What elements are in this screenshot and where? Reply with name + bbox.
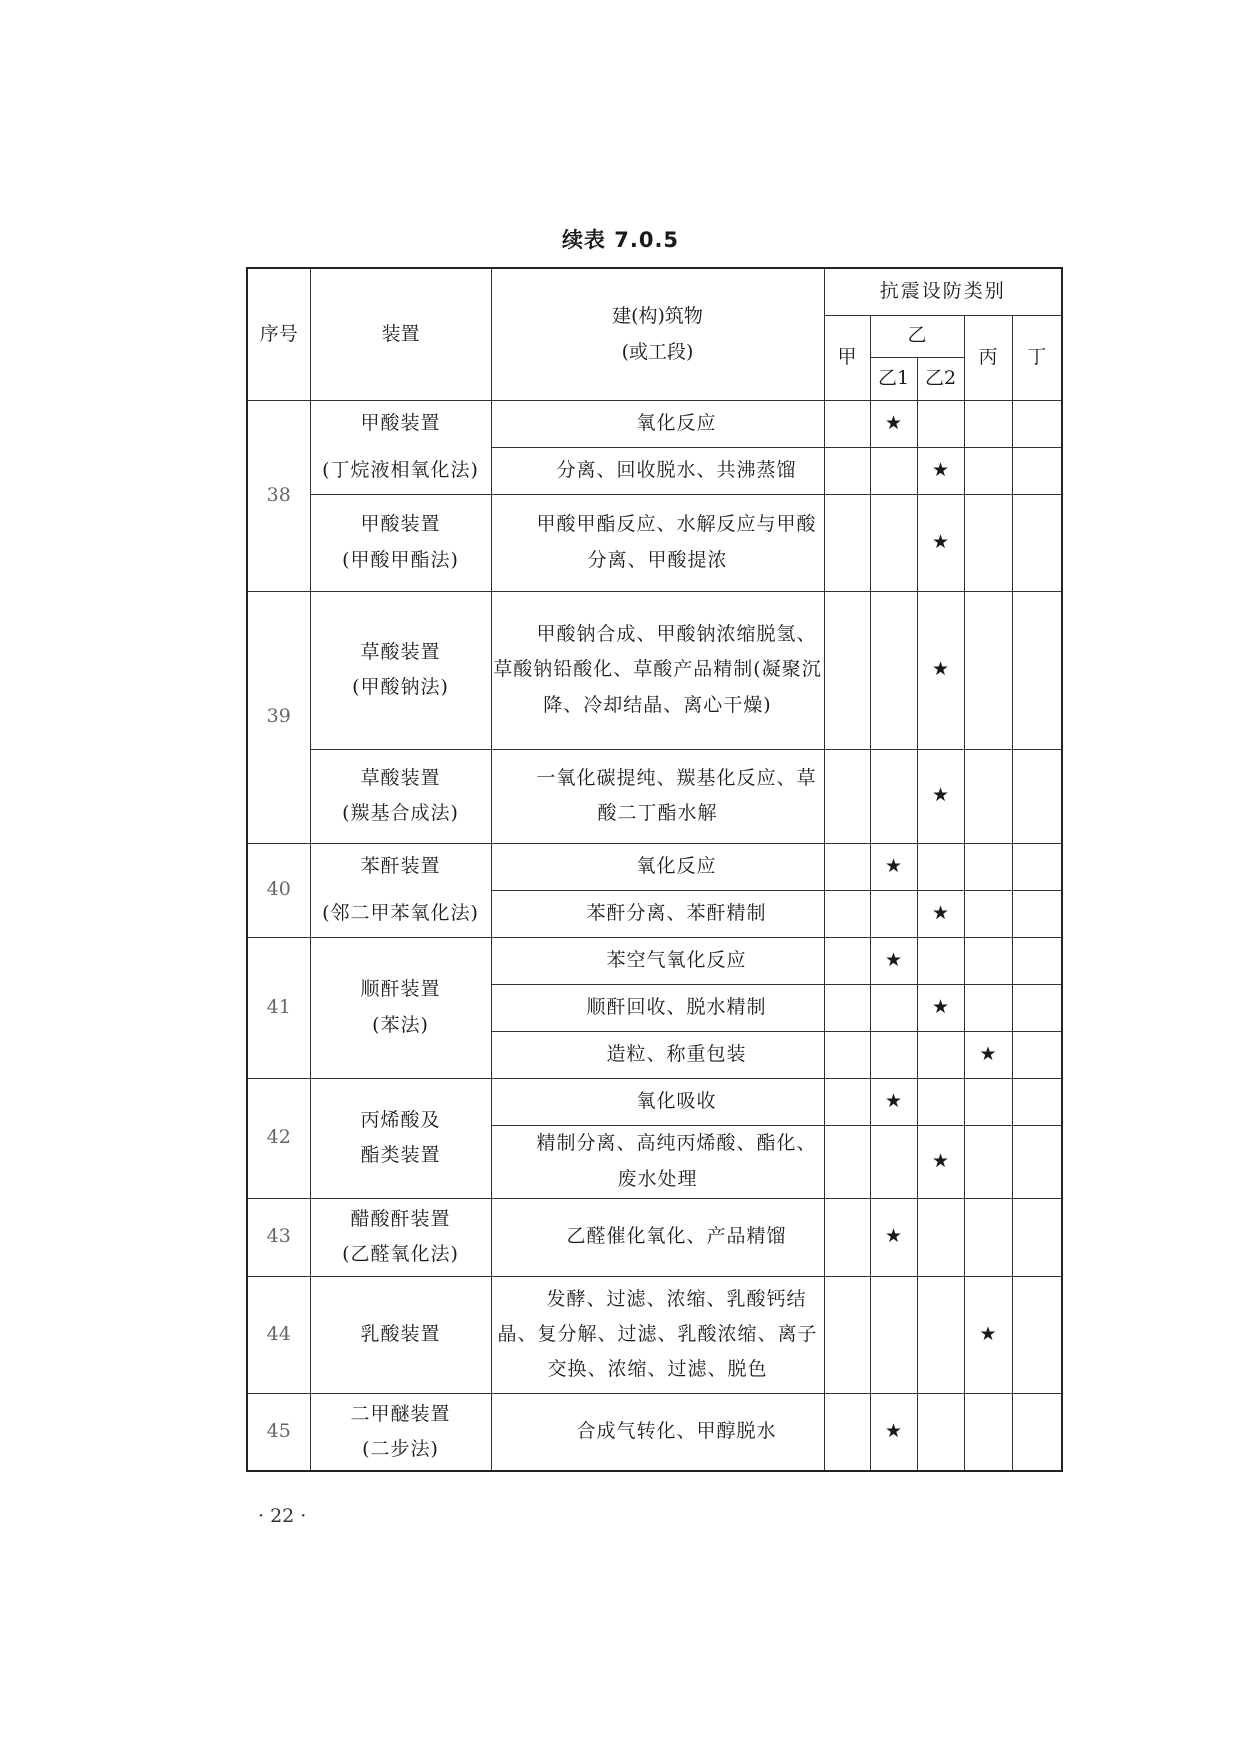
building-cell: 苯空气氧化反应 (491, 937, 824, 984)
cat-ding (1012, 1198, 1062, 1276)
building-cell: 发酵、过滤、浓缩、乳酸钙结晶、复分解、过滤、乳酸浓缩、离子交换、浓缩、过滤、脱色 (491, 1276, 824, 1393)
building-cell: 合成气转化、甲醇脱水 (491, 1393, 824, 1471)
building-cell: 氧化吸收 (491, 1078, 824, 1125)
cat-bing (964, 1198, 1012, 1276)
building-cell: 顺酐回收、脱水精制 (491, 984, 824, 1031)
device-line2: (乙醛氧化法) (342, 1243, 459, 1265)
cat-bing (964, 937, 1012, 984)
cat-yi2-star: ★ (917, 890, 964, 937)
cat-ding (1012, 494, 1062, 591)
table-row (247, 494, 1062, 591)
cat-yi1 (870, 1125, 917, 1198)
cat-bing (964, 447, 1012, 494)
device-cell (310, 749, 491, 843)
cat-bing-star: ★ (964, 1276, 1012, 1393)
building-cell: 造粒、称重包装 (491, 1031, 824, 1078)
building-cell: 氧化反应 (491, 843, 824, 890)
cat-yi1-star: ★ (870, 400, 917, 447)
cat-jia (824, 843, 870, 890)
building-cell: 甲酸甲酯反应、水解反应与甲酸分离、甲酸提浓 (491, 494, 824, 591)
device-line2: (丁烷液相氧化法) (322, 458, 479, 481)
cat-bing (964, 1393, 1012, 1471)
cat-bing (964, 591, 1012, 749)
device-cell (310, 447, 491, 494)
cat-bing-star: ★ (964, 1031, 1012, 1078)
building-cell: 甲酸钠合成、甲酸钠浓缩脱氢、草酸钠铅酸化、草酸产品精制(凝聚沉降、冷却结晶、离心干燥) (491, 591, 824, 749)
building-cell: 一氧化碳提纯、羰基化反应、草酸二丁酯水解 (491, 749, 824, 843)
device-line1: 甲酸装置 (360, 513, 441, 536)
cat-yi2 (917, 1078, 964, 1125)
cat-yi2-star: ★ (917, 447, 964, 494)
cat-jia (824, 937, 870, 984)
table-row (247, 400, 1062, 447)
cat-jia (824, 400, 870, 447)
cat-yi2-star: ★ (917, 749, 964, 843)
header-category: 抗震设防类别 (824, 268, 1062, 315)
cat-jia (824, 1031, 870, 1078)
cat-yi1-star: ★ (870, 1393, 917, 1471)
cat-yi2-star: ★ (917, 591, 964, 749)
cat-ding (1012, 1125, 1062, 1198)
cat-yi1-star: ★ (870, 1078, 917, 1125)
cat-bing (964, 1125, 1012, 1198)
device-line2: (二步法) (362, 1437, 439, 1460)
cat-bing (964, 400, 1012, 447)
device-line2: (邻二甲苯氧化法) (322, 901, 479, 924)
device-line1: 苯酐装置 (360, 855, 441, 878)
seismic-category-table (246, 267, 1063, 1472)
cat-yi1-star: ★ (870, 1198, 917, 1276)
cat-ding (1012, 890, 1062, 937)
cat-ding (1012, 400, 1062, 447)
cat-bing (964, 1078, 1012, 1125)
cat-yi2 (917, 937, 964, 984)
cat-jia (824, 984, 870, 1031)
header-bing: 丙 (964, 315, 1012, 400)
cat-ding (1012, 1031, 1062, 1078)
cat-ding (1012, 591, 1062, 749)
table-row (247, 591, 1062, 749)
device-line1: 乳酸装置 (360, 1322, 441, 1345)
row-seq: 42 (247, 1078, 310, 1198)
cat-ding (1012, 447, 1062, 494)
table-row (247, 937, 1062, 984)
header-yi2: 乙2 (917, 357, 964, 400)
header-yi: 乙 (870, 315, 964, 357)
cat-jia (824, 890, 870, 937)
cat-jia (824, 1276, 870, 1393)
device-cell (310, 494, 491, 591)
table-caption: 续表 7.0.5 (561, 228, 680, 252)
device-line1: 二甲醚装置 (350, 1402, 451, 1425)
cat-ding (1012, 749, 1062, 843)
cat-bing (964, 984, 1012, 1031)
row-seq: 44 (247, 1276, 310, 1393)
device-cell (310, 1276, 491, 1393)
cat-yi1 (870, 1031, 917, 1078)
cat-yi2 (917, 1393, 964, 1471)
device-line1: 甲酸装置 (360, 412, 441, 435)
cat-yi1 (870, 591, 917, 749)
device-line2: 酯类装置 (360, 1144, 441, 1166)
device-line1: 草酸装置 (360, 640, 441, 663)
device-line1: 草酸装置 (360, 766, 441, 789)
building-cell: 精制分离、高纯丙烯酸、酯化、废水处理 (491, 1125, 824, 1198)
device-line1: 醋酸酐装置 (350, 1207, 451, 1230)
cat-yi2 (917, 1198, 964, 1276)
device-line1: 顺酐装置 (360, 978, 441, 1001)
cat-jia (824, 591, 870, 749)
cat-ding (1012, 1393, 1062, 1471)
device-cell (310, 1078, 491, 1198)
table-row (247, 890, 1062, 937)
device-cell (310, 591, 491, 749)
cat-yi1 (870, 984, 917, 1031)
device-cell (310, 937, 491, 1078)
device-cell (310, 843, 491, 890)
table-row (247, 447, 1062, 494)
cat-yi2 (917, 1276, 964, 1393)
cat-yi1 (870, 1276, 917, 1393)
device-line1: 丙烯酸及 (360, 1108, 441, 1131)
device-line2: (苯法) (372, 1013, 429, 1036)
cat-ding (1012, 1276, 1062, 1393)
row-seq: 41 (247, 937, 310, 1078)
device-line2: (甲酸钠法) (352, 676, 449, 698)
device-line2: (甲酸甲酯法) (342, 548, 459, 571)
cat-ding (1012, 1078, 1062, 1125)
header-jia: 甲 (824, 315, 870, 400)
header-building-line2: (或工段) (621, 341, 694, 364)
cat-jia (824, 1125, 870, 1198)
cat-yi1 (870, 494, 917, 591)
building-cell: 分离、回收脱水、共沸蒸馏 (491, 447, 824, 494)
cat-jia (824, 1393, 870, 1471)
header-ding: 丁 (1012, 315, 1062, 400)
cat-jia (824, 749, 870, 843)
header-building-line1: 建(构)筑物 (612, 305, 703, 328)
row-seq: 38 (247, 400, 310, 591)
cat-jia (824, 1078, 870, 1125)
row-seq: 43 (247, 1198, 310, 1276)
building-cell: 苯酐分离、苯酐精制 (491, 890, 824, 937)
cat-bing (964, 749, 1012, 843)
cat-yi1 (870, 447, 917, 494)
cat-bing (964, 843, 1012, 890)
cat-jia (824, 1198, 870, 1276)
cat-yi1-star: ★ (870, 843, 917, 890)
cat-yi2 (917, 1031, 964, 1078)
cat-yi2 (917, 400, 964, 447)
cat-ding (1012, 937, 1062, 984)
cat-bing (964, 494, 1012, 591)
header-device: 装置 (310, 268, 491, 400)
device-cell (310, 890, 491, 937)
header-yi1: 乙1 (870, 357, 917, 400)
cat-yi1-star: ★ (870, 937, 917, 984)
cat-bing (964, 890, 1012, 937)
device-line2: (羰基合成法) (342, 802, 459, 824)
page-number: · 22 · (258, 1505, 307, 1527)
row-seq: 45 (247, 1393, 310, 1471)
row-seq: 39 (247, 591, 310, 843)
table-row (247, 1078, 1062, 1125)
cat-yi1 (870, 890, 917, 937)
cat-jia (824, 494, 870, 591)
cat-yi2-star: ★ (917, 984, 964, 1031)
building-cell: 乙醛催化氧化、产品精馏 (491, 1198, 824, 1276)
device-cell (310, 1393, 491, 1471)
cat-yi2 (917, 843, 964, 890)
table-row (247, 1276, 1062, 1393)
table-row (247, 1393, 1062, 1471)
cat-yi2-star: ★ (917, 1125, 964, 1198)
device-cell (310, 400, 491, 447)
cat-yi2-star: ★ (917, 494, 964, 591)
building-cell: 氧化反应 (491, 400, 824, 447)
header-seq: 序号 (247, 268, 310, 400)
table-row (247, 1198, 1062, 1276)
header-building (491, 268, 824, 400)
cat-ding (1012, 984, 1062, 1031)
cat-ding (1012, 843, 1062, 890)
table-row (247, 843, 1062, 890)
table-row (247, 749, 1062, 843)
row-seq: 40 (247, 843, 310, 937)
cat-jia (824, 447, 870, 494)
device-cell (310, 1198, 491, 1276)
cat-yi1 (870, 749, 917, 843)
